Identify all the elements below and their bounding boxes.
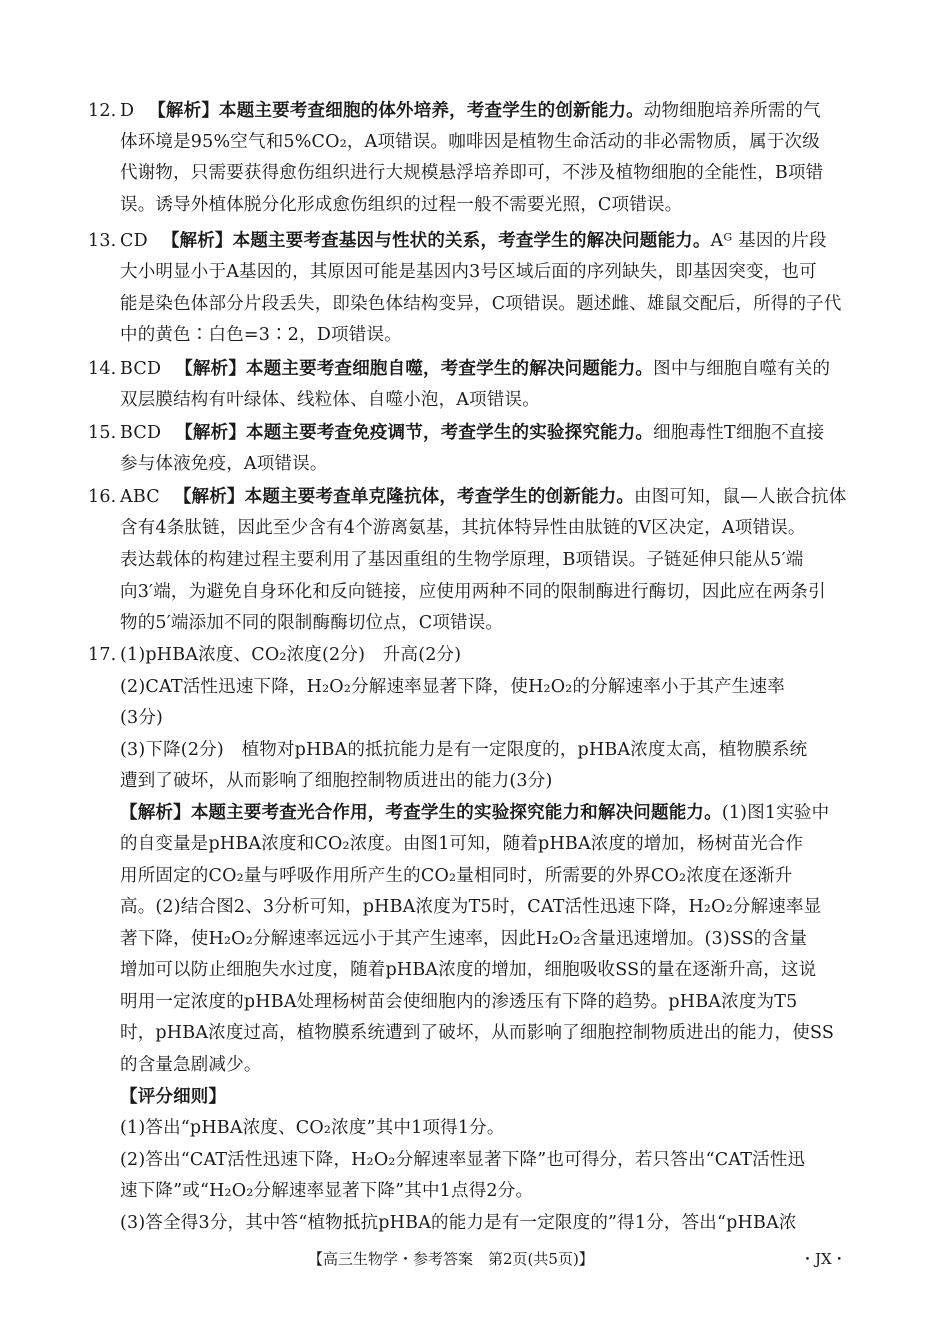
q17-analysis-line-5: 著下降，使H₂O₂分解速率远远小于其产生速率，因此H₂O₂含量迅速增加。(3)SS的含量 bbox=[120, 929, 808, 949]
text: 由图可知，鼠—人嵌合抗体 bbox=[634, 487, 847, 507]
q14-line-2: 双层膜结构有叶绿体、线粒体、自噬小泡，A项错误。 bbox=[120, 390, 540, 410]
rubric-title: 【评分细则】 bbox=[120, 1087, 227, 1107]
answer-choice: BCD bbox=[120, 423, 162, 443]
question-number: 15. bbox=[88, 423, 117, 443]
rubric-line-1: (1)答出“pHBA浓度、CO₂浓度”其中1项得1分。 bbox=[120, 1118, 505, 1138]
analysis-tag: 【解析】 bbox=[173, 487, 245, 507]
analysis-summary: 本题主要考查细胞的体外培养，考查学生的创新能力。 bbox=[219, 101, 644, 121]
analysis-tag: 【解析】 bbox=[120, 803, 191, 823]
analysis-summary: 本题主要考查光合作用，考查学生的实验探究能力和解决问题能力。 bbox=[190, 803, 722, 823]
text: 动物细胞培养所需的气 bbox=[643, 101, 821, 121]
q12-line-2: 体环境是95%空气和5%CO₂，A项错误。咖啡因是植物生命活动的非必需物质，属于次级 bbox=[120, 132, 820, 152]
q17-analysis-line-9: 的含量急剧减少。 bbox=[120, 1055, 262, 1075]
question-number: 14. bbox=[88, 359, 117, 379]
page-footer: 【高三生物学・参考答案 第2页(共5页)】 bbox=[308, 1250, 594, 1268]
q17-answer-3: (3)下降(2分) 植物对pHBA的抵抗能力是有一定限度的，pHBA浓度太高，植物膜系统 bbox=[120, 740, 808, 760]
question-number: 13. bbox=[88, 231, 117, 251]
q12-line-4: 误。诱导外植体脱分化形成愈伤组织的过程一般不需要光照，C项错误。 bbox=[120, 195, 683, 215]
question-number: 16. bbox=[88, 487, 117, 507]
q17-line-1 bbox=[88, 640, 461, 670]
q17-answer-2: (2)CAT活性迅速下降，H₂O₂分解速率显著下降，使H₂O₂的分解速率小于其产生速率 bbox=[120, 677, 785, 697]
text: 细胞毒性T细胞不直接 bbox=[653, 423, 825, 443]
q17-analysis-line-4: 高。(2)结合图2、3分析可知，pHBA浓度为T5时，CAT活性迅速下降，H₂O₂分解速率显 bbox=[120, 897, 822, 917]
q16-line-4: 向3′端，为避免自身环化和反向链接，应使用两种不同的限制酶进行酶切，因此应在两条引 bbox=[120, 582, 826, 602]
q17-answer-3-cont: 遭到了破坏，从而影响了细胞控制物质进出的能力(3分) bbox=[120, 771, 553, 791]
answer-choice: ABC bbox=[120, 487, 160, 507]
q15-line-1 bbox=[88, 418, 824, 448]
rubric-line-3: 速下降”或“H₂O₂分解速率显著下降”其中1点得2分。 bbox=[120, 1181, 534, 1201]
analysis-tag: 【解析】 bbox=[148, 101, 220, 121]
analysis-summary: 本题主要考查细胞自噬，考查学生的解决问题能力。 bbox=[246, 359, 654, 379]
q17-analysis-line-2: 的自变量是pHBA浓度和CO₂浓度。由图1可知，随着pHBA浓度的增加，杨树苗光合作 bbox=[120, 834, 804, 854]
q17-analysis-line-8: 时，pHBA浓度过高，植物膜系统遭到了破坏，从而影响了细胞控制物质进出的能力，使SS bbox=[120, 1023, 835, 1043]
analysis-summary: 本题主要考查基因与性状的关系，考查学生的解决问题能力。 bbox=[232, 231, 711, 251]
q16-line-2: 含有4条肽链，因此至少含有4个游离氨基，其抗体特异性由肽链的V区决定，A项错误。 bbox=[120, 518, 806, 538]
q13-line-2: 大小明显小于A基因的，其原因可能是基因内3号区域后面的序列缺失，即基因突变，也可 bbox=[120, 262, 817, 282]
q12-line-3: 代谢物，只需要获得愈伤组织进行大规模悬浮培养即可，不涉及植物细胞的全能性，B项错 bbox=[120, 163, 824, 183]
text: (1)图1实验中 bbox=[721, 803, 830, 823]
q16-line-3: 表达载体的构建过程主要利用了基因重组的生物学原理，B项错误。子链延伸只能从5′端 bbox=[120, 550, 804, 570]
q17-analysis-line-1 bbox=[120, 798, 829, 828]
q17-analysis-line-3: 用所固定的CO₂量与呼吸作用所产生的CO₂量相同时，所需要的外界CO₂浓度在逐渐升 bbox=[120, 866, 793, 886]
q12-line-1 bbox=[88, 96, 821, 126]
q16-line-1 bbox=[88, 482, 846, 512]
text: Aᴳ 基因的片段 bbox=[710, 231, 827, 251]
q15-line-2: 参与体液免疫，A项错误。 bbox=[120, 454, 328, 474]
q13-line-3: 能是染色体部分片段丢失，即染色体结构变异，C项错误。题述雌、雄鼠交配后，所得的子代 bbox=[120, 294, 842, 314]
region-code: ・JX・ bbox=[800, 1250, 847, 1268]
q17-answer-2-cont: (3分) bbox=[120, 708, 164, 728]
q13-line-4: 中的黄色∶白色=3∶2，D项错误。 bbox=[120, 325, 402, 345]
q13-line-1 bbox=[88, 226, 827, 256]
answer-choice: D bbox=[120, 101, 135, 121]
analysis-summary: 本题主要考查单克隆抗体，考查学生的创新能力。 bbox=[244, 487, 635, 507]
answer-part-1: (1)pHBA浓度、CO₂浓度(2分) 升高(2分) bbox=[120, 645, 462, 665]
analysis-tag: 【解析】 bbox=[175, 359, 247, 379]
q17-analysis-line-7: 明用一定浓度的pHBA处理杨树苗会使细胞内的渗透压有下降的趋势。pHBA浓度为T5 bbox=[120, 992, 798, 1012]
rubric-line-4: (3)答全得3分，其中答“植物抵抗pHBA的能力是有一定限度的”得1分，答出“pHBA浓 bbox=[120, 1213, 797, 1233]
q16-line-5: 物的5′端添加不同的限制酶酶切位点，C项错误。 bbox=[120, 613, 504, 633]
analysis-tag: 【解析】 bbox=[175, 423, 247, 443]
text: 图中与细胞自噬有关的 bbox=[653, 359, 831, 379]
question-number: 17. bbox=[88, 645, 117, 665]
answer-choice: CD bbox=[120, 231, 148, 251]
answer-choice: BCD bbox=[120, 359, 162, 379]
analysis-tag: 【解析】 bbox=[161, 231, 233, 251]
q17-analysis-line-6: 增加可以防止细胞失水过度，随着pHBA浓度的增加，细胞吸收SS的量在逐渐升高，这说 bbox=[120, 960, 817, 980]
rubric-line-2: (2)答出“CAT活性迅速下降，H₂O₂分解速率显著下降”也可得分，若只答出“CAT活性迅 bbox=[120, 1150, 806, 1170]
q14-line-1 bbox=[88, 354, 830, 384]
question-number: 12. bbox=[88, 101, 117, 121]
analysis-summary: 本题主要考查免疫调节，考查学生的实验探究能力。 bbox=[246, 423, 654, 443]
